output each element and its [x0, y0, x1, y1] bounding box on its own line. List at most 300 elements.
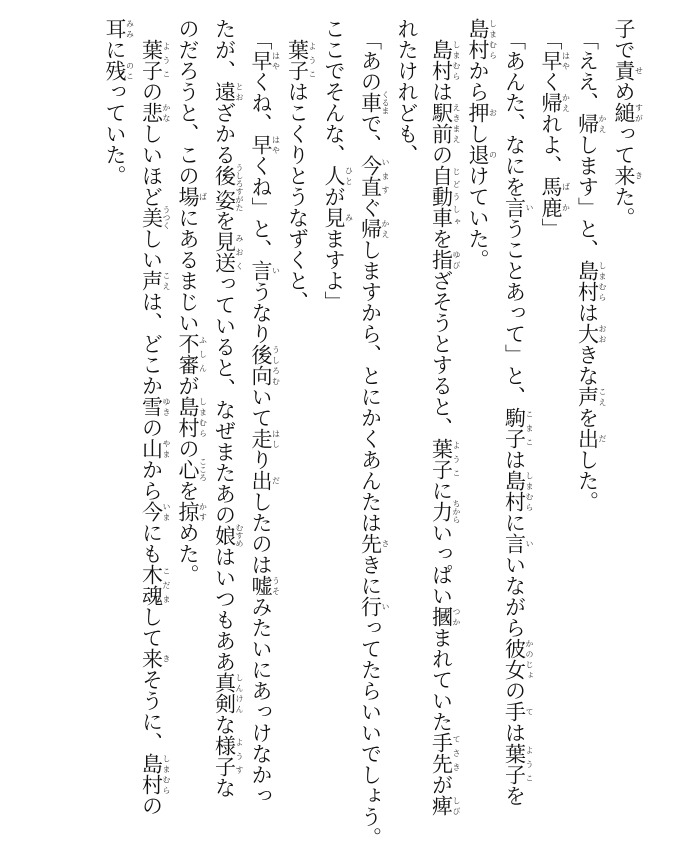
ruby-reading: すがた — [235, 187, 244, 212]
text-run: して — [139, 606, 164, 648]
ruby-word — [176, 186, 208, 207]
ruby-base: 今 — [139, 501, 164, 522]
ruby-word — [429, 438, 461, 480]
text-line — [280, 18, 317, 818]
ruby-reading: つか — [452, 606, 461, 627]
ruby-word — [358, 217, 390, 239]
ruby-reading: こまこ — [525, 406, 534, 449]
ruby-word — [358, 532, 390, 554]
ruby-word — [502, 196, 534, 218]
ruby-word — [358, 595, 390, 617]
text-run: って — [612, 123, 636, 165]
text-run: め — [612, 81, 636, 102]
ruby-base: 人 — [322, 165, 346, 186]
ruby-word — [502, 532, 534, 554]
ruby-reading: はや — [271, 49, 281, 71]
ruby-base: 遠 — [212, 81, 237, 102]
ruby-base: 帰 — [575, 112, 600, 134]
ruby-reading: かす — [198, 501, 208, 522]
ruby-word — [429, 102, 461, 144]
ruby-base: 残 — [103, 60, 127, 81]
ruby-base: 島村 — [502, 469, 527, 512]
ruby-base: 後 — [212, 163, 237, 188]
ruby-base: 先 — [358, 532, 383, 554]
text-run: は — [575, 301, 600, 323]
text-run: が — [429, 774, 454, 795]
ruby-reading: じどうしゃ — [452, 165, 461, 228]
ruby-word — [139, 501, 171, 522]
text-run: っていると、なぜまたあの — [212, 273, 237, 525]
ruby-base: 不審 — [176, 333, 200, 375]
text-run: の — [139, 417, 164, 438]
text-line — [497, 18, 534, 818]
text-line — [317, 18, 354, 818]
ruby-base: 葉子 — [502, 742, 527, 785]
text-run: いて — [249, 385, 273, 428]
text-run: うことあって」と、 — [502, 217, 527, 407]
ruby-reading: き — [162, 648, 171, 669]
text-run: 子 — [612, 18, 636, 39]
ruby-reading: ゆき — [162, 396, 171, 417]
ruby-reading: しまむら — [525, 469, 534, 512]
text-run: くね、 — [249, 70, 273, 134]
ruby-reading: うつく — [162, 205, 171, 230]
ruby-base: 姿 — [212, 187, 237, 212]
text-run: にあるまじい — [176, 207, 200, 333]
ruby-reading: こだま — [162, 564, 171, 606]
ruby-word — [212, 735, 244, 777]
ruby-base: 出 — [249, 469, 273, 491]
ruby-base: 島村 — [176, 396, 200, 438]
ruby-word — [502, 742, 534, 785]
ruby-base: 美 — [139, 205, 164, 230]
text-line — [353, 18, 390, 848]
ruby-reading: みみ — [125, 18, 135, 39]
ruby-base: 出 — [575, 427, 600, 449]
ruby-word — [139, 438, 171, 459]
ruby-base: 後向 — [249, 343, 273, 386]
ruby-word — [212, 672, 244, 714]
text-run: けていた。 — [466, 165, 490, 270]
text-run: の — [502, 679, 527, 701]
ruby-reading: かえ — [381, 217, 390, 239]
ruby-base: 見 — [322, 207, 346, 228]
ruby-word — [429, 606, 461, 627]
ruby-base: 島村 — [466, 18, 490, 60]
text-run: の — [139, 795, 164, 816]
ruby-reading: みおく — [235, 231, 244, 273]
ruby-reading: だ — [271, 469, 281, 491]
ruby-reading: ようす — [235, 735, 244, 777]
ruby-word — [103, 60, 135, 81]
text-line — [244, 18, 281, 818]
ruby-reading: おお — [598, 322, 607, 344]
text-run: しますから、とにかくあんたは — [358, 238, 383, 533]
text-run: れたけれども、 — [395, 18, 419, 165]
ruby-reading: ようこ — [308, 39, 317, 81]
ruby-base: 娘 — [212, 523, 237, 548]
ruby-word — [249, 343, 281, 386]
text-run: は — [502, 721, 527, 743]
ruby-word — [502, 637, 534, 680]
ruby-reading: やま — [162, 438, 171, 459]
ruby-word — [429, 39, 461, 81]
ruby-word — [612, 102, 644, 123]
text-line — [171, 18, 208, 818]
text-run: っていた。 — [103, 81, 127, 186]
ruby-reading: しまむら — [452, 39, 461, 81]
ruby-word — [212, 231, 244, 273]
ruby-reading: うしろ — [235, 163, 244, 188]
text-run: の — [176, 438, 200, 459]
ruby-word — [612, 165, 644, 186]
ruby-base: 葉子 — [429, 438, 454, 480]
text-run: うなり — [249, 280, 273, 344]
ruby-base: 行 — [358, 595, 383, 617]
ruby-reading: しび — [452, 795, 461, 816]
ruby-base: 来 — [139, 648, 164, 669]
text-run: は — [502, 448, 527, 470]
ruby-word — [212, 523, 244, 548]
text-run: に — [502, 511, 527, 533]
ruby-base: 責 — [612, 60, 636, 81]
text-run: 「 — [249, 28, 273, 50]
text-run: 「あの — [358, 28, 383, 92]
ruby-reading: むすめ — [235, 523, 244, 548]
ruby-base: 縋 — [612, 102, 636, 123]
text-run: のだろうと、この — [176, 18, 200, 186]
ruby-word — [358, 90, 390, 114]
ruby-word — [212, 81, 244, 102]
text-run: そうに、 — [139, 669, 164, 753]
ruby-reading: うそ — [271, 574, 281, 596]
text-run: 「 — [539, 28, 563, 50]
ruby-word — [176, 501, 208, 522]
text-line — [424, 18, 461, 818]
ruby-base: 言 — [249, 259, 273, 281]
text-line — [461, 18, 498, 818]
ruby-reading: お — [488, 102, 498, 123]
text-run: きに — [358, 553, 383, 596]
text-run: は、どこか — [139, 291, 164, 396]
ruby-base: 耳 — [103, 18, 127, 39]
ruby-base: 車 — [358, 90, 383, 114]
text-line — [207, 18, 244, 818]
ruby-base: 悲 — [139, 102, 164, 123]
ruby-word — [139, 39, 171, 81]
ruby-reading: しまむら — [198, 396, 208, 438]
text-run: ざそうとすると、 — [429, 270, 454, 438]
ruby-word — [249, 469, 281, 491]
ruby-reading: こえ — [598, 385, 607, 407]
ruby-word — [575, 427, 607, 449]
text-run: の — [139, 81, 164, 102]
ruby-base: 帰 — [539, 91, 563, 113]
ruby-base: 指 — [429, 249, 454, 270]
ruby-base: 痺 — [429, 795, 454, 816]
ruby-word — [103, 18, 135, 39]
ruby-word — [575, 322, 607, 344]
text-run: いながら — [502, 553, 527, 638]
ruby-base: 島村 — [139, 753, 164, 795]
text-run: 「ええ、 — [575, 28, 600, 113]
ruby-base: 走 — [249, 427, 273, 449]
ruby-word — [212, 163, 244, 188]
ruby-reading: さ — [381, 532, 390, 554]
ruby-base: 葉子 — [139, 39, 164, 81]
ruby-reading: はし — [271, 427, 281, 449]
text-run: り — [249, 448, 273, 470]
text-run: にも — [139, 522, 164, 564]
ruby-word — [139, 205, 171, 230]
text-run: ぐ — [358, 196, 383, 218]
ruby-base: 島村 — [575, 259, 600, 302]
ruby-word — [212, 187, 244, 212]
text-run: が — [176, 375, 200, 396]
ruby-base: 押 — [466, 102, 490, 123]
text-run: ざかる — [212, 102, 237, 165]
ruby-base: 葉子 — [285, 39, 310, 81]
text-line — [534, 18, 571, 818]
ruby-reading: ゆび — [452, 249, 461, 270]
text-run: し — [466, 123, 490, 144]
ruby-word — [139, 270, 171, 291]
ruby-base: 早 — [539, 49, 563, 71]
ruby-base: 言 — [502, 196, 527, 218]
text-run: く — [539, 70, 563, 92]
ruby-base: 彼女 — [502, 637, 527, 680]
ruby-reading: だ — [598, 427, 607, 449]
ruby-word — [429, 249, 461, 270]
ruby-base: 見送 — [212, 231, 237, 273]
ruby-reading: ふしん — [198, 333, 208, 375]
text-run: みたいにあっけなかっ — [249, 595, 273, 806]
ruby-reading: ひと — [344, 165, 354, 186]
text-line — [607, 18, 644, 818]
ruby-reading: ちから — [452, 499, 461, 524]
ruby-base: 島村 — [429, 39, 454, 81]
ruby-word — [502, 700, 534, 722]
ruby-base: 力 — [429, 499, 454, 524]
ruby-base: 退 — [466, 144, 490, 165]
ruby-word — [249, 49, 281, 71]
ruby-word — [176, 457, 208, 482]
ruby-word — [139, 564, 171, 606]
ruby-base: 手先 — [429, 732, 454, 774]
text-run: しい — [139, 228, 164, 270]
text-run: したのは — [249, 490, 273, 575]
ruby-word — [249, 574, 281, 596]
text-run: した。 — [575, 448, 600, 512]
ruby-reading: の — [488, 144, 498, 165]
ruby-word — [322, 165, 354, 186]
ruby-reading: かのじょ — [525, 637, 534, 680]
text-run: れよ、 — [539, 112, 563, 176]
text-line — [570, 18, 607, 818]
ruby-reading: うしろむ — [271, 343, 281, 386]
ruby-word — [466, 102, 498, 123]
ruby-base: 場 — [176, 186, 200, 207]
text-run: た。 — [612, 186, 636, 228]
ruby-word — [429, 732, 461, 774]
ruby-base: 大 — [575, 322, 600, 344]
ruby-base: 声 — [575, 385, 600, 407]
text-run: を — [212, 210, 237, 231]
vertical-text-body — [98, 18, 644, 848]
ruby-reading: こころ — [198, 457, 208, 482]
text-run: まれていた — [429, 627, 454, 732]
text-run: が — [322, 186, 346, 207]
ruby-base: 様子 — [212, 735, 237, 777]
text-run: いっぱい — [429, 522, 454, 606]
ruby-reading: はや — [561, 49, 571, 71]
ruby-base: 摑 — [429, 606, 454, 627]
ruby-base: 雪 — [139, 396, 164, 417]
ruby-reading: はや — [271, 133, 281, 155]
ruby-word — [575, 259, 607, 302]
ruby-word — [322, 207, 354, 228]
ruby-word — [466, 18, 498, 60]
text-line — [390, 18, 425, 818]
ruby-base: 心 — [176, 457, 200, 482]
ruby-reading: き — [634, 165, 644, 186]
text-run: 「あんた、なにを — [502, 28, 527, 197]
ruby-word — [139, 648, 171, 669]
text-run: を — [176, 480, 200, 501]
ruby-reading: ようこ — [525, 742, 534, 785]
text-run: しいほど — [139, 123, 164, 207]
text-run: めた。 — [176, 522, 200, 585]
ruby-word — [285, 39, 317, 81]
ruby-base: 掠 — [176, 501, 200, 522]
ruby-word — [176, 333, 208, 375]
ruby-base: 駒子 — [502, 406, 527, 449]
text-run: はこくりとうなずくと、 — [285, 81, 310, 312]
ruby-word — [539, 49, 571, 71]
text-run: は — [429, 81, 454, 102]
ruby-word — [429, 795, 461, 816]
ruby-word — [539, 175, 571, 218]
text-line — [134, 18, 171, 818]
ruby-word — [502, 406, 534, 449]
text-run: ここでそんな、 — [322, 18, 346, 165]
ruby-reading: えきまえ — [452, 102, 461, 144]
text-run: に — [429, 480, 454, 501]
text-run: から — [466, 60, 490, 102]
ruby-base: 言 — [502, 532, 527, 554]
ruby-reading: かえ — [561, 91, 571, 113]
ruby-base: 真剣 — [212, 672, 237, 714]
text-run: 」 — [539, 217, 563, 239]
ruby-base: 自動車 — [429, 165, 454, 228]
ruby-reading: せ — [634, 60, 644, 81]
text-run: はいつもああ — [212, 546, 237, 672]
ruby-word — [429, 165, 461, 228]
text-run: で — [612, 39, 636, 60]
ruby-reading: い — [271, 259, 281, 281]
text-run: に — [103, 39, 127, 60]
ruby-reading: います — [381, 154, 390, 197]
ruby-word — [176, 396, 208, 438]
ruby-reading: くるま — [381, 90, 390, 114]
ruby-reading: ば — [198, 186, 208, 207]
ruby-word — [539, 91, 571, 113]
ruby-base: 帰 — [358, 217, 383, 239]
ruby-word — [249, 427, 281, 449]
ruby-base: 手 — [502, 700, 527, 722]
ruby-reading: て — [525, 700, 534, 722]
ruby-reading: かな — [162, 102, 171, 123]
text-run: します」と、 — [575, 133, 600, 260]
ruby-word — [575, 385, 607, 407]
ruby-reading: しまむら — [598, 259, 607, 302]
ruby-reading: のこ — [125, 60, 135, 81]
ruby-base: 今直 — [358, 154, 383, 197]
text-run: を — [502, 784, 527, 806]
ruby-reading: ようこ — [162, 39, 171, 81]
ruby-reading: しまむら — [162, 753, 171, 795]
ruby-reading: てさき — [452, 732, 461, 774]
ruby-word — [575, 112, 607, 134]
text-run: な — [212, 714, 237, 735]
ruby-base: 早 — [249, 49, 273, 71]
ruby-base: 声 — [139, 270, 164, 291]
ruby-base: 木魂 — [139, 564, 164, 606]
ruby-reading: み — [344, 207, 354, 228]
ruby-reading: い — [381, 595, 390, 617]
text-run: の — [429, 144, 454, 165]
text-line — [98, 18, 135, 818]
text-run: たが、 — [212, 18, 237, 81]
ruby-word — [612, 60, 644, 81]
ruby-base: 山 — [139, 438, 164, 459]
text-run: を — [429, 228, 454, 249]
ruby-base: 嘘 — [249, 574, 273, 596]
ruby-reading: かえ — [598, 112, 607, 134]
ruby-word — [358, 154, 390, 197]
ruby-word — [502, 469, 534, 512]
ruby-reading: ばか — [561, 175, 571, 218]
ruby-base: 早 — [249, 133, 273, 155]
ruby-reading: い — [525, 196, 534, 218]
text-run: を — [575, 406, 600, 428]
text-run: くね」と、 — [249, 154, 273, 260]
ruby-word — [139, 753, 171, 795]
ruby-reading: すが — [634, 102, 644, 123]
text-run: な — [212, 777, 237, 798]
ruby-reading: いま — [162, 501, 171, 522]
ruby-word — [249, 133, 281, 155]
ruby-base: 来 — [612, 165, 636, 186]
ruby-reading: こえ — [162, 270, 171, 291]
ruby-word — [139, 396, 171, 417]
ruby-word — [249, 259, 281, 281]
text-run: ってたらいいでしょう。 — [358, 616, 383, 848]
ruby-reading: ようこ — [452, 438, 461, 480]
ruby-word — [139, 102, 171, 123]
text-run: きな — [575, 343, 600, 386]
ruby-base: 駅前 — [429, 102, 454, 144]
text-run: ますよ」 — [322, 228, 346, 312]
ruby-word — [466, 144, 498, 165]
text-run: で、 — [358, 112, 383, 155]
ruby-reading: しまむら — [488, 18, 498, 60]
ruby-reading: い — [525, 532, 534, 554]
ruby-word — [429, 499, 461, 524]
ruby-reading: しんけん — [235, 672, 244, 714]
ruby-reading: とお — [235, 81, 244, 102]
ruby-base: 馬鹿 — [539, 175, 563, 218]
